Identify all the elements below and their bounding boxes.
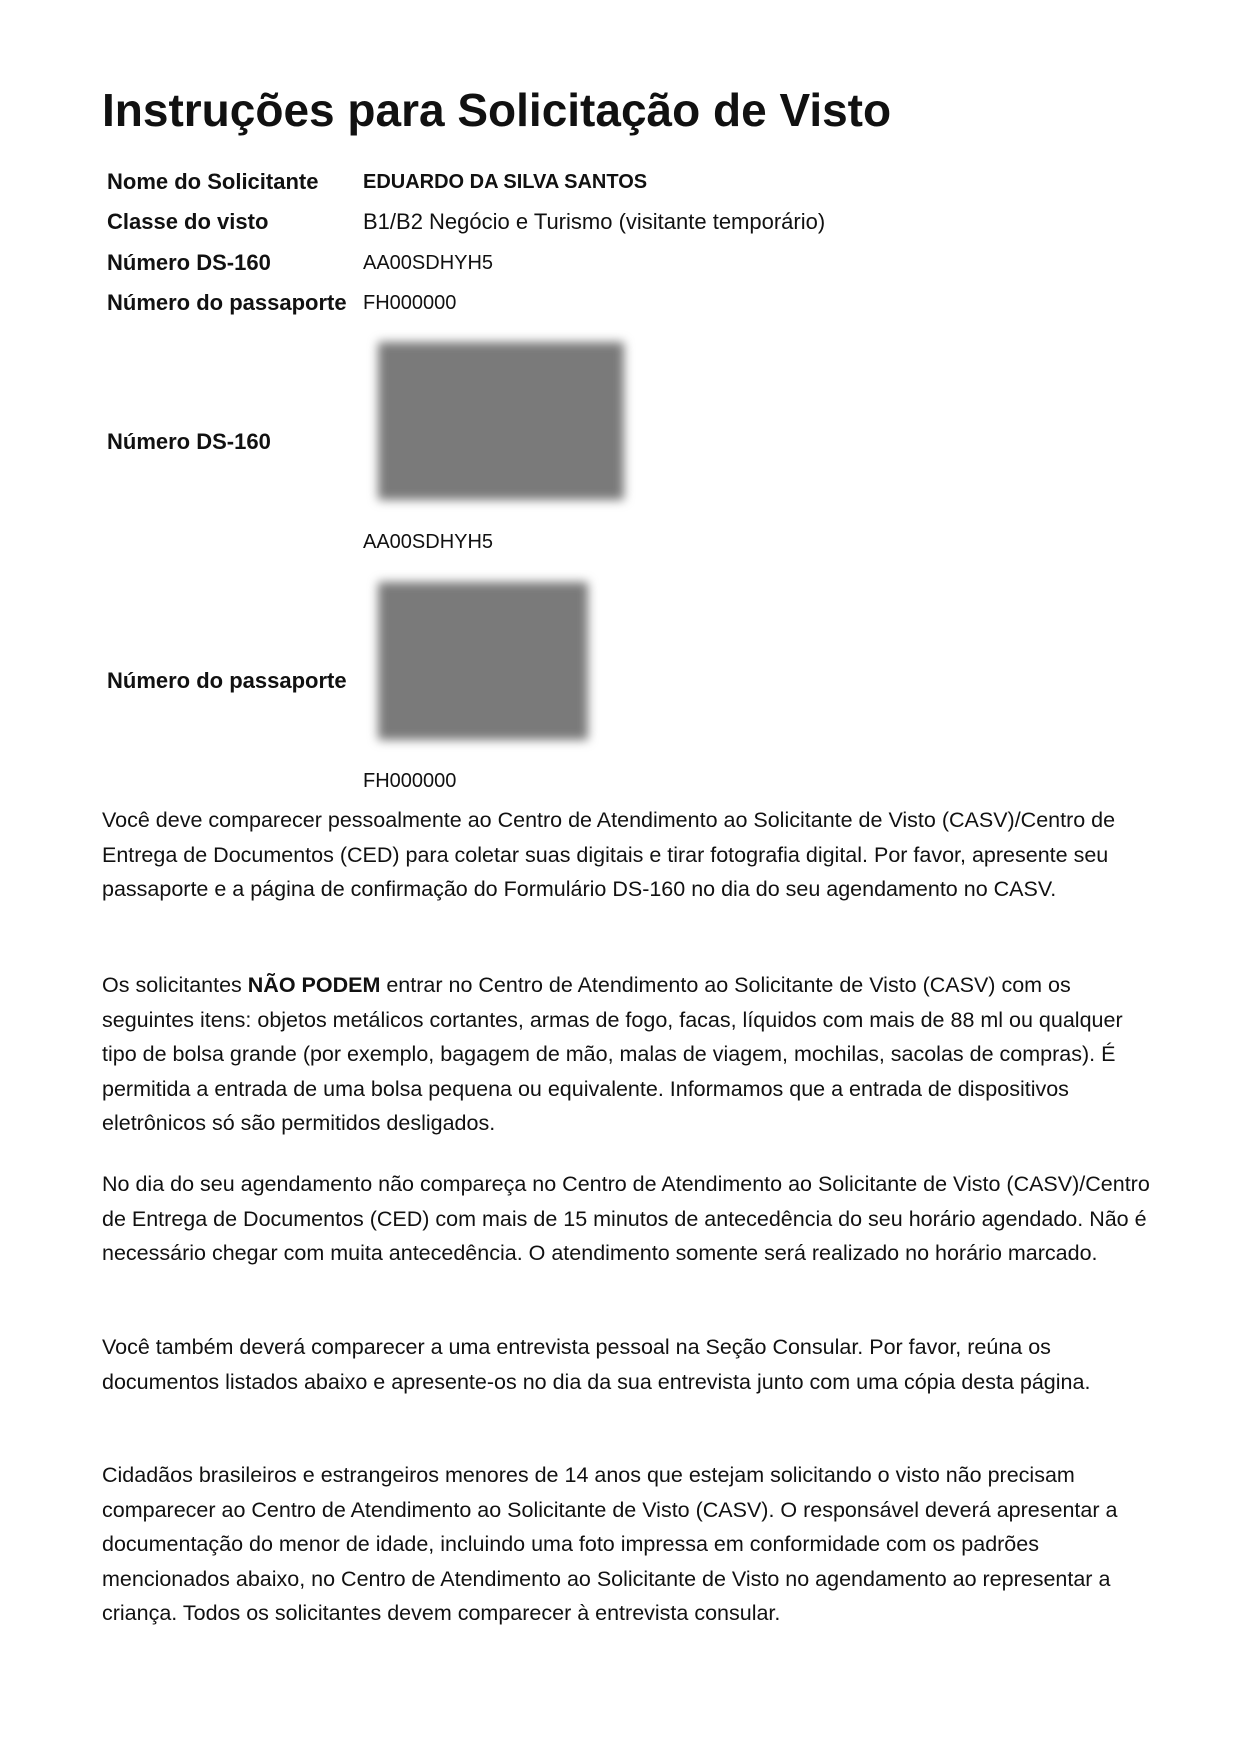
field-label: Número do passaporte: [107, 290, 347, 315]
paragraph-casv-attendance: Você deve comparecer pessoalmente ao Centro de Atendimento ao Solicitante de Visto (CASV)/Centro de Entrega de Documentos (CED) para coletar suas digitais e tirar fotografia digital. Por favor, apresente seu passaporte e a página de confirmação do Formulário DS-160 no dia do seu agendamento no CASV.: [102, 808, 1116, 901]
paragraph-interview: Você também deverá comparecer a uma entrevista pessoal na Seção Consular. Por favor, reúna os documentos listados abaixo e apresente-os no dia da sua entrevista junto com uma cópia desta página.: [102, 1335, 1091, 1394]
field-row-ds160: [107, 248, 1107, 278]
field-row-applicant-name: [107, 167, 1107, 197]
field-row-visa-class: [107, 207, 1107, 237]
applicant-name-value: EDUARDO DA SILVA SANTOS: [363, 171, 648, 193]
field-label: Número DS-160: [107, 250, 271, 275]
ds160-barcode-label: Número DS-160: [107, 429, 271, 454]
ds160-barcode-image: [378, 342, 624, 500]
ds160-barcode-text: AA00SDHYH5: [363, 531, 494, 553]
paragraph-arrival-time: No dia do seu agendamento não compareça no Centro de Atendimento ao Solicitante de Visto (CASV)/Centro de Entrega de Documentos (CED) com mais de 15 minutos de antecedência do seu horário agendado. Não é necessário chegar com muita antecedência. O atendimento somente será realizado no horário marcado.: [102, 1172, 1150, 1265]
paragraph-text: Os solicitantes: [102, 973, 248, 997]
paragraph-minors: Cidadãos brasileiros e estrangeiros menores de 14 anos que estejam solicitando o visto não precisam comparecer ao Centro de Atendimento ao Solicitante de Visto (CASV). O responsável deverá apresentar a documentação do menor de idade, incluindo uma foto impressa em conformidade com os padrões mencionados abaixo, no Centro de Atendimento ao Solicitante de Visto no agendamento ao representar a criança. Todos os solicitantes devem comparecer à entrevista consular.: [102, 1463, 1118, 1625]
field-row-passport: [107, 288, 1107, 318]
field-label: Nome do Solicitante: [107, 169, 319, 194]
visa-class-value: B1/B2 Negócio e Turismo (visitante temporário): [363, 209, 826, 234]
paragraph-text: entrar no Centro de Atendimento ao Solicitante de Visto (CASV) com os seguintes itens: objetos metálicos cortantes, armas de fogo, facas, líquidos com mais de 88 ml ou qualquer tipo de bolsa grande (por exemplo, bagagem de mão, malas de viagem, mochilas, sacolas de compras). É permitida a entrada de uma bolsa pequena ou equivalente. Informamos que a entrada de dispositivos eletrônicos só são permitidos desligados.: [102, 973, 1123, 1135]
page-title: Instruções para Solicitação de Visto: [102, 84, 892, 136]
passport-barcode-image: [378, 582, 588, 740]
passport-barcode-label: Número do passaporte: [107, 668, 347, 693]
emphasis-text: NÃO PODEM: [247, 973, 381, 997]
passport-barcode-text: FH000000: [363, 770, 457, 792]
passport-value: FH000000: [363, 292, 457, 314]
paragraph-prohibited-items: [102, 968, 1152, 1141]
ds160-value: AA00SDHYH5: [363, 252, 494, 274]
field-label: Classe do visto: [107, 209, 269, 234]
